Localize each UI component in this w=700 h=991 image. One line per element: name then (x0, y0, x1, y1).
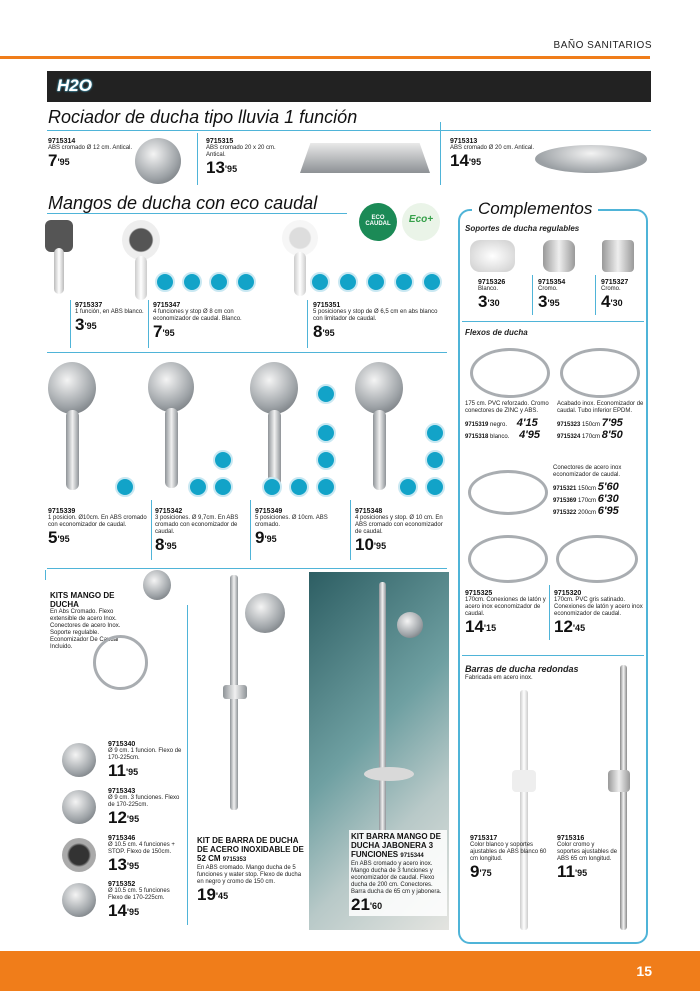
flexo-row: 9715369 170cm 6'30 (553, 493, 619, 505)
product-desc: 1 posicion. Ø10cm. En ABS cromado con economizador de caudal. (48, 515, 147, 528)
shower-head-image (62, 883, 96, 917)
divider (47, 352, 447, 353)
product-code: 9715325 (465, 590, 493, 597)
product-desc: Cromo. (601, 286, 621, 292)
product-code: 9715314 (48, 138, 76, 145)
spray-mode-icon (115, 477, 135, 497)
spray-mode-icon (394, 272, 414, 292)
divider (462, 655, 644, 656)
rain-item-1 (48, 138, 133, 170)
spray-mode-icon (209, 272, 229, 292)
flexos-title: Flexos de ducha (465, 328, 528, 337)
divider (187, 605, 188, 925)
price: $12^{'95}$ (108, 808, 140, 827)
complementos-title: Complementos (472, 199, 598, 219)
hose-image (470, 348, 550, 398)
barras-title: Barras de ducha redondas (465, 664, 579, 674)
price: $8^{'95}$ (313, 322, 335, 341)
price: $10^{'95}$ (355, 535, 387, 554)
spray-mode-icon (316, 450, 336, 470)
kit-item-2 (108, 788, 183, 827)
product-desc: 5 posiciones y stop de Ø 6,5 cm en abs blanco con limitador de caudal. (313, 309, 438, 322)
product-desc: Ø 9 cm. 1 funcion. Flexo de 170-225cm. (108, 748, 182, 761)
flexo-row: 9715321 150cm 5'60 (553, 481, 619, 493)
spray-mode-icon (425, 450, 445, 470)
divider (45, 570, 46, 580)
divider (462, 321, 644, 322)
eco-plus-badge: Eco+ (402, 203, 440, 241)
spray-mode-icon (316, 384, 336, 404)
product-desc: ABS cromado 20 x 20 cm. Antical. (206, 145, 276, 158)
product-code: 9715340 (108, 741, 136, 748)
chrome-bar-image (620, 665, 627, 930)
kit-jabonera-title: KIT BARRA MANGO DE DUCHA JABONERA 3 FUNCIONES 9715344 (351, 832, 441, 859)
barra-item-1 (470, 835, 548, 881)
divider (197, 133, 198, 185)
kit-barra-block (197, 836, 307, 904)
price: $14^{'95}$ (108, 901, 140, 920)
product-code: 9715337 (75, 302, 103, 309)
spray-mode-icon (422, 272, 442, 292)
product-code: 9715315 (206, 138, 234, 145)
kits-desc: En Abs Cromado. Flexo extensible de acero Inox. Conectores de acero Inox. Soporte regulable. Economizador De Caudal Incluido. (50, 609, 121, 650)
price: $14^{'15}$ (465, 617, 497, 636)
kit-shower-image (88, 570, 168, 710)
divider (47, 568, 447, 569)
price: $8^{'95}$ (155, 535, 177, 554)
spray-mode-icon (213, 450, 233, 470)
page-number: 15 (636, 963, 652, 979)
flexo-row: 9715322 200cm 6'95 (553, 505, 619, 517)
product-desc: ABS cromado Ø 20 cm. Antical. (450, 145, 535, 151)
spray-mode-icon (398, 477, 418, 497)
flexo-a (465, 401, 553, 441)
shower-head-image (135, 138, 181, 184)
soporte-image (602, 240, 634, 272)
product-code: 9715346 (108, 835, 136, 842)
bar-holder-image (512, 770, 536, 792)
product-desc: 5 posiciones. Ø 10cm. ABS cromado. (255, 515, 328, 528)
mangos-title: Mangos de ducha con eco caudal (48, 193, 318, 213)
white-bar-image (520, 690, 528, 930)
price: $3^{'95}$ (538, 292, 560, 311)
header-rule (0, 56, 650, 59)
product-desc: Conectores de acero inox economizador de caudal. (553, 465, 622, 478)
hand-shower-image (45, 220, 75, 295)
divider (549, 585, 550, 640)
spray-mode-icon (316, 477, 336, 497)
price: $4^{'30}$ (601, 292, 623, 311)
mango-item-5 (155, 508, 247, 554)
section-header: BAÑO SANITARIOS (553, 40, 652, 51)
spray-mode-icon (155, 272, 175, 292)
product-code: 9715347 (153, 302, 181, 309)
rain-item-3 (450, 138, 535, 170)
product-code: 9715320 (554, 590, 582, 597)
price: $9^{'95}$ (255, 528, 277, 547)
hand-shower-image (355, 362, 405, 497)
spray-mode-icon (310, 272, 330, 292)
product-desc: Ø 10.5 cm. 4 funciones + STOP. Flexo de 150cm. (108, 842, 175, 855)
divider (70, 300, 71, 348)
divider (47, 130, 651, 131)
kit-jabonera-block (349, 830, 447, 916)
product-desc: Ø 9 cm. 3 funciones. Flexo de 170-225cm. (108, 795, 180, 808)
soportes-title: Soportes de ducha regulables (465, 224, 580, 233)
mango-item-7 (355, 508, 450, 554)
mango-item-1 (75, 302, 145, 334)
hand-shower-image (48, 362, 98, 497)
spray-mode-icon (316, 423, 336, 443)
rain-item-2 (206, 138, 291, 177)
kit-item-4 (108, 881, 183, 920)
spray-mode-icon (425, 423, 445, 443)
product-code: 9715339 (48, 508, 76, 515)
bar-holder-image (608, 770, 630, 792)
product-desc: 1 función, en ABS blanco. (75, 309, 144, 315)
spray-mode-icon (262, 477, 282, 497)
hose-image (468, 470, 548, 515)
product-code: 9715317 (470, 835, 498, 842)
spray-mode-icon (425, 477, 445, 497)
divider (148, 300, 149, 348)
product-code: 9715354 (538, 279, 566, 286)
flexo-row: 9715324 170cm 8'50 (557, 429, 623, 441)
product-desc: Blanco. (478, 286, 499, 292)
price: $21^{'60}$ (351, 895, 383, 914)
price: $7^{'95}$ (153, 322, 175, 341)
product-desc: Color cromo y soportes ajustables de ABS 65 cm longitud. (557, 842, 618, 862)
price: $7^{'95}$ (48, 151, 70, 170)
soporte-item-3 (601, 279, 646, 311)
spray-mode-icon (188, 477, 208, 497)
divider (595, 275, 596, 315)
mango-item-4 (48, 508, 148, 547)
soporte-image (470, 240, 515, 272)
square-shower-head-image (300, 143, 430, 173)
product-desc: 170cm. PVC gris satinado. Conexiones de latón y acero inox economizador de caudal. (554, 597, 643, 617)
price: $5^{'95}$ (48, 528, 70, 547)
product-code: 9715327 (601, 279, 629, 286)
hose-image (556, 535, 638, 583)
footer-bar (0, 951, 700, 991)
product-desc: 3 posiciones. Ø 9,7cm. En ABS cromado con economizador de caudal. (155, 515, 239, 535)
round-shower-head-image (535, 145, 647, 173)
mango-item-2 (153, 302, 273, 341)
product-code: 9715316 (557, 835, 585, 842)
spray-mode-icon (182, 272, 202, 292)
price: $3^{'95}$ (75, 315, 97, 334)
rain-title: Rociador de ducha tipo lluvia 1 función (48, 107, 358, 127)
product-desc: Ø 10.5 cm. 5 funciones Flexo de 170-225cm. (108, 888, 170, 901)
spray-mode-icon (236, 272, 256, 292)
price: $12^{'45}$ (554, 617, 586, 636)
product-code: 9715343 (108, 788, 136, 795)
soporte-item-2 (538, 279, 590, 311)
product-desc: 170cm. Conexiones de latón y acero inox economizador de caudal. (465, 597, 546, 617)
divider (440, 122, 441, 185)
shower-bar-kit-image (205, 575, 295, 815)
soporte-item-1 (478, 279, 530, 311)
product-code: 9715351 (313, 302, 341, 309)
price: $11^{'95}$ (108, 761, 139, 780)
price: $3^{'30}$ (478, 292, 500, 311)
mango-item-6 (255, 508, 347, 547)
product-desc: 175 cm. PVC reforzado. Cromo conectores de ZINC y ABS. (465, 401, 549, 414)
product-desc: Acabado inox. Economizador de caudal. Tubo inferior EPDM. (557, 401, 644, 414)
price: $13^{'95}$ (108, 855, 140, 874)
barra-item-2 (557, 835, 619, 881)
flexo-b (557, 401, 645, 441)
divider (151, 500, 152, 560)
barras-sub: Fabricada em acero inox. (465, 675, 533, 681)
divider (307, 300, 308, 348)
product-desc: ABS cromado Ø 12 cm. Antical. (48, 145, 133, 151)
divider (47, 213, 347, 214)
soporte-image (543, 240, 575, 272)
flexo-row: 9715323 150cm 7'95 (557, 417, 623, 429)
flexo-c (553, 465, 645, 517)
eco-caudal-badge: ECO CAUDAL (359, 203, 397, 241)
price: $11^{'95}$ (557, 862, 588, 881)
product-desc: 4 posiciones y stop. Ø 10 cm. En ABS cromado con economizador de caudal. (355, 515, 443, 535)
divider (532, 275, 533, 315)
flexo-row: 9715319 negro. 4'15 (465, 417, 538, 429)
product-code: 9715326 (478, 279, 506, 286)
hose-image (468, 535, 548, 583)
product-code: 9715313 (450, 138, 478, 145)
hand-shower-image (148, 362, 198, 497)
mango-item-3 (313, 302, 443, 341)
flexo-d (465, 590, 547, 636)
product-desc: 4 funciones y stop Ø 8 cm con economizador de caudal. Blanco. (153, 309, 242, 322)
brand-bar (47, 71, 651, 102)
price: $9^{'75}$ (470, 862, 492, 881)
price: $14^{'95}$ (450, 151, 482, 170)
divider (350, 500, 351, 560)
product-desc: Color blanco y soportes ajustables de ABS blanco 60 cm longitud. (470, 842, 547, 862)
kit-item-3 (108, 835, 183, 874)
shower-head-image (62, 743, 96, 777)
flexo-row: 9715318 blanco. 4'95 (465, 429, 541, 441)
brand-logo: H2O (57, 76, 92, 95)
product-desc: Cromo. (538, 286, 558, 292)
kit-item-1 (108, 741, 183, 780)
kit-jabonera-desc: En ABS cromado y acero inox. Mango ducha de 3 funciones y economizador de caudal. Flexo ducha de 200 cm. Conectores. Barra ducha de 65 cm y jabonera. (351, 861, 442, 895)
product-code: 9715349 (255, 508, 283, 515)
flexo-e (554, 590, 644, 636)
price: $13^{'95}$ (206, 158, 238, 177)
spray-mode-icon (338, 272, 358, 292)
price: $19^{'45}$ (197, 885, 229, 904)
kit-barra-title: KIT DE BARRA DE DUCHA DE ACERO INOXIDABLE DE 52 CM 9715353 (197, 836, 304, 863)
kit-barra-desc: En ABS cromado. Mango ducha de 5 funciones y water stop. Flexo de ducha en negro y cromo de 150 cm. (197, 865, 302, 885)
product-code: 9715348 (355, 508, 383, 515)
shower-head-image (62, 838, 96, 872)
shower-head-image (62, 790, 96, 824)
spray-mode-icon (213, 477, 233, 497)
kits-title: KITS MANGO DE DUCHA (50, 591, 115, 609)
product-code: 9715352 (108, 881, 136, 888)
product-code: 9715342 (155, 508, 183, 515)
divider (250, 500, 251, 560)
hose-image (560, 348, 640, 398)
spray-mode-icon (289, 477, 309, 497)
spray-mode-icon (366, 272, 386, 292)
